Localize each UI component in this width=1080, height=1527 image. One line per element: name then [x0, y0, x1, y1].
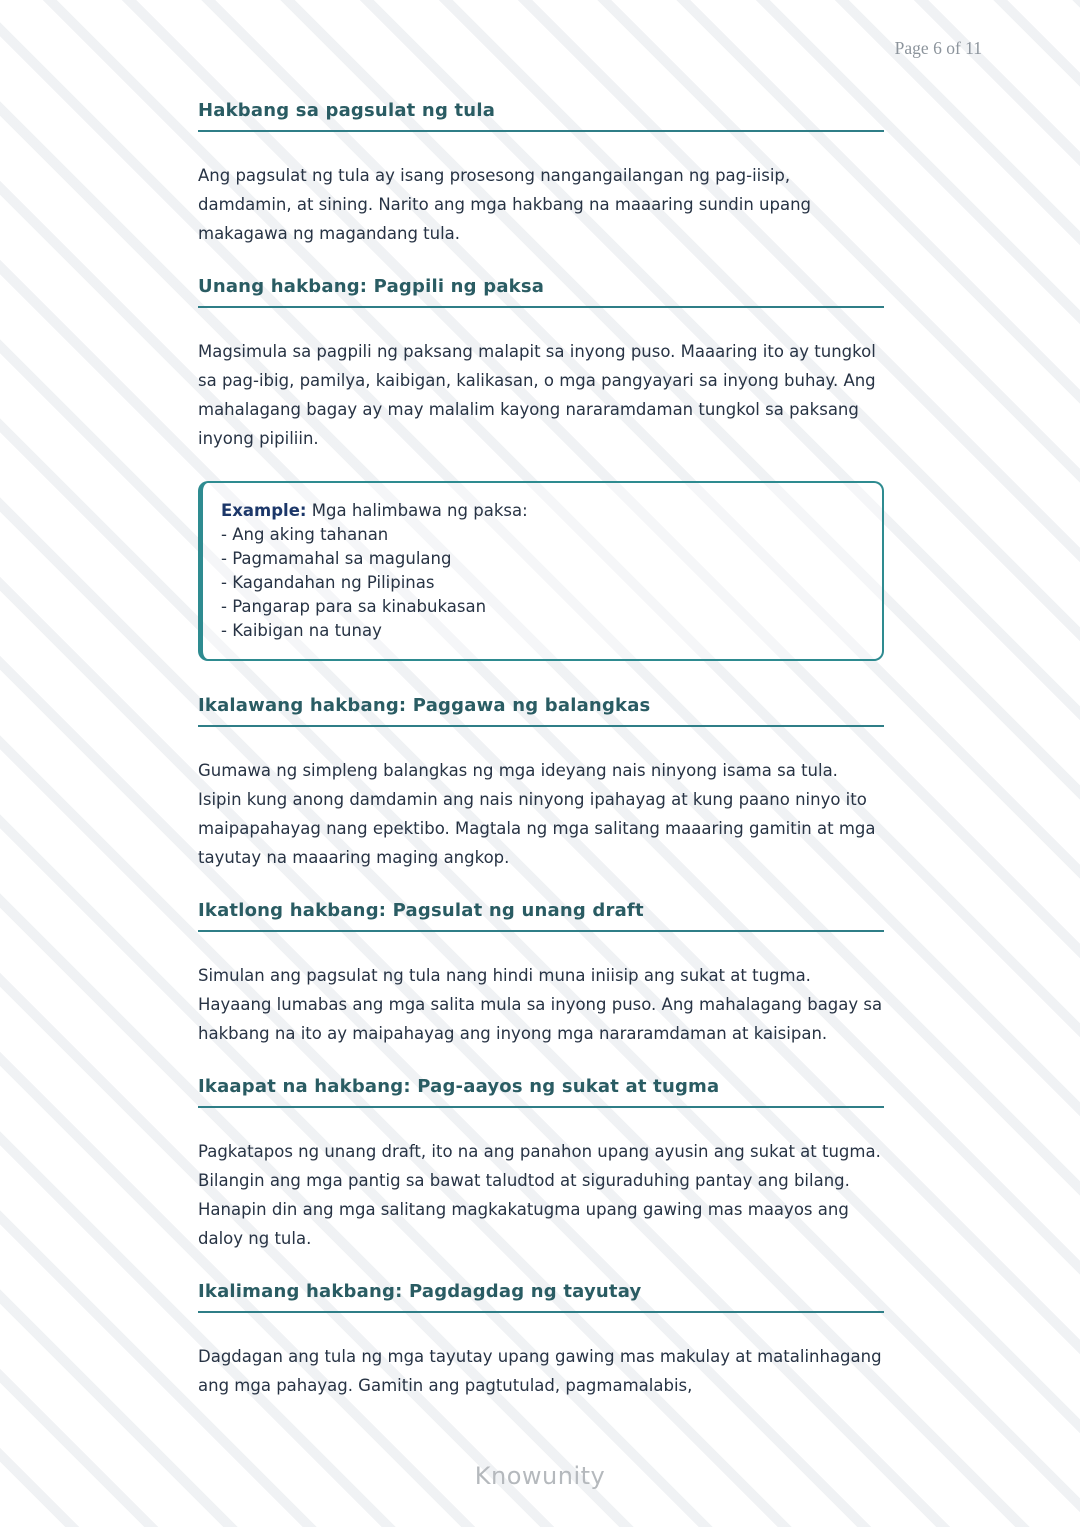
example-item: - Kagandahan ng Pilipinas	[221, 573, 435, 592]
section-paragraph-step4: Pagkatapos ng unang draft, ito na ang panahon upang ayusin ang sukat at tugma. Bilangin ang mga pantig sa bawat taludtod at siguraduhing pantay ang bilang. Hanapin din ang mga salitang magkakatugma upang gawing mas maayos ang daloy ng tula.	[198, 1142, 881, 1248]
example-intro-text: Mga halimbawa ng paksa:	[311, 501, 528, 520]
page-number: Page 6 of 11	[894, 38, 982, 58]
section-heading-intro: Hakbang sa pagsulat ng tula	[198, 100, 884, 132]
example-item: - Kaibigan na tunay	[221, 621, 382, 640]
section-heading-step3: Ikatlong hakbang: Pagsulat ng unang draft	[198, 900, 884, 932]
example-item: - Pangarap para sa kinabukasan	[221, 597, 487, 616]
section-heading-step5: Ikalimang hakbang: Pagdagdag ng tayutay	[198, 1281, 884, 1313]
example-intro-line	[221, 499, 858, 523]
section-paragraph-step5: Dagdagan ang tula ng mga tayutay upang gawing mas makulay at matalinhagang ang mga pahayag. Gamitin ang pagtutulad, pagmamalabis,	[198, 1347, 882, 1395]
page-content	[198, 0, 884, 1400]
section-heading-step1: Unang hakbang: Pagpili ng paksa	[198, 276, 884, 308]
section-paragraph-step1: Magsimula sa pagpili ng paksang malapit sa inyong puso. Maaaring ito ay tungkol sa pag-ibig, pamilya, kaibigan, kalikasan, o mga pangyayari sa inyong buhay. Ang mahalagang bagay ay may malalim kayong nararamdaman tungkol sa paksang inyong pipiliin.	[198, 342, 876, 448]
section-paragraph-step2: Gumawa ng simpleng balangkas ng mga ideyang nais ninyong isama sa tula. Isipin kung anong damdamin ang nais ninyong ipahayag at kung paano ninyo ito maipapahayag nang epektibo. Magtala ng mga salitang maaaring gamitin at mga tayutay na maaaring maging angkop.	[198, 761, 876, 867]
example-item: - Pagmamahal sa magulang	[221, 549, 452, 568]
section-heading-step2: Ikalawang hakbang: Paggawa ng balangkas	[198, 695, 884, 727]
section-heading-step4: Ikaapat na hakbang: Pag-aayos ng sukat at tugma	[198, 1076, 884, 1108]
section-paragraph-step3: Simulan ang pagsulat ng tula nang hindi muna iniisip ang sukat at tugma. Hayaang lumabas ang mga salita mula sa inyong puso. Ang mahalagang bagay sa hakbang na ito ay maipahayag ang inyong mga nararamdaman at kaisipan.	[198, 966, 883, 1043]
example-item: - Ang aking tahanan	[221, 525, 389, 544]
example-label: Example:	[221, 501, 307, 520]
section-paragraph-intro: Ang pagsulat ng tula ay isang prosesong nangangailangan ng pag-iisip, damdamin, at sining. Narito ang mga hakbang na maaaring sundin upang makagawa ng magandang tula.	[198, 166, 812, 243]
example-box	[198, 481, 884, 661]
footer-brand: Knowunity	[474, 1462, 606, 1490]
